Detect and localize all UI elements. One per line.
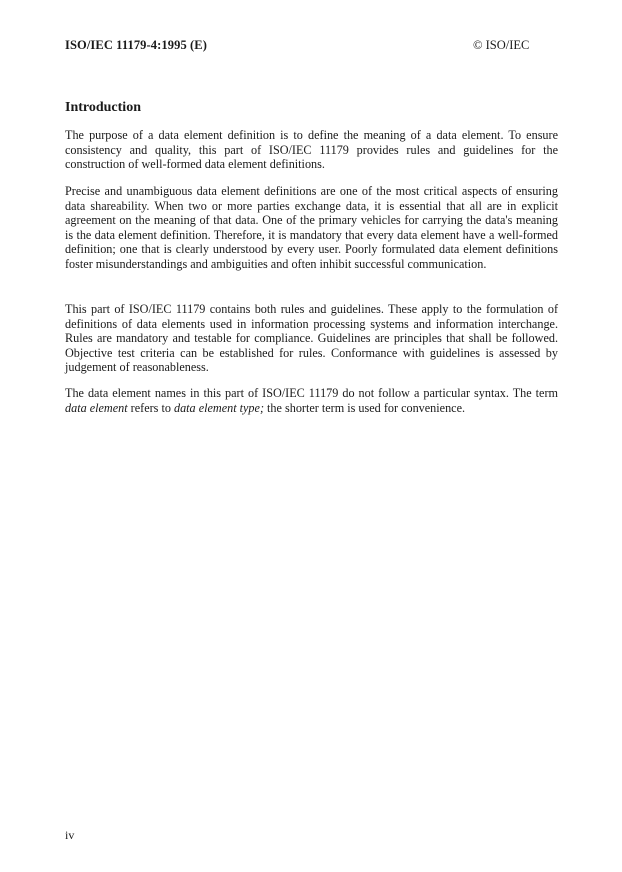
paragraph-rules-guidelines: This part of ISO/IEC 11179 contains both rules and guidelines. These apply to the formulation of definitions of data elements used in information processing systems and information interchange. Rules are mandatory and testable for compliance. Guidelines are principles that shall be followed. Objective test criteria can be established for rules. Conformance with guidelines is assessed by judgement of reasonableness. <box>65 302 558 375</box>
paragraph-purpose: The purpose of a data element definition is to define the meaning of a data element. To ensure consistency and quality, this part of ISO/IEC 11179 provides rules and guidelines for the construction of well-formed data element definitions. <box>65 128 558 172</box>
page-number: iv <box>65 828 75 842</box>
terminology-text-2: refers to <box>127 400 174 415</box>
term-data-element: data element <box>65 400 128 415</box>
copyright-notice: © ISO/IEC <box>473 38 530 52</box>
term-data-element-type: data element type; <box>173 400 264 415</box>
paragraph-terminology <box>65 386 558 415</box>
terminology-text-1: The data element names in this part of ISO/IEC 11179 do not follow a particular syntax. The term <box>65 386 558 400</box>
paragraph-precise-definitions: Precise and unambiguous data element definitions are one of the most critical aspects of ensuring data shareability. When two or more parties exchange data, it is essential that all are in explicit agreement on the meaning of that data. One of the primary vehicles for carrying the data's meaning is the data element definition. Therefore, it is mandatory that every data element have a well-formed definition; one that is clearly understood by every user. Poorly formulated data element definitions foster misunderstandings and ambiguities and often inhibit successful communication. <box>65 184 558 271</box>
terminology-text-3: the shorter term is used for convenience. <box>264 400 466 415</box>
section-title: Introduction <box>65 100 141 115</box>
standard-identifier: ISO/IEC 11179-4:1995 (E) <box>65 38 207 52</box>
